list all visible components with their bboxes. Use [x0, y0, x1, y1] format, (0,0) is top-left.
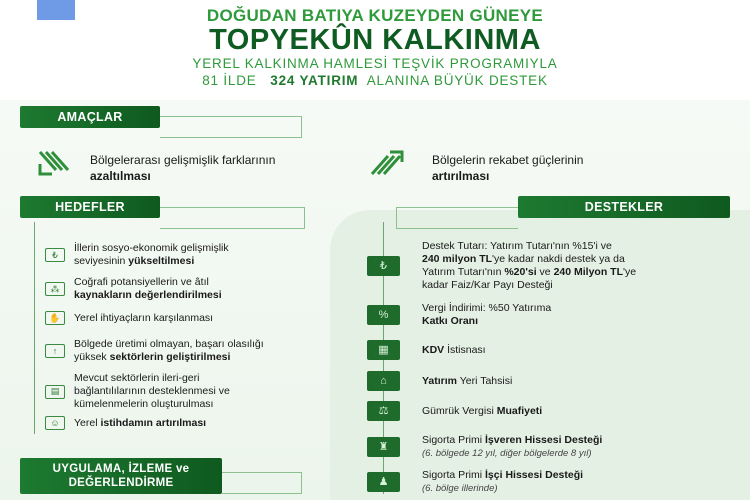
destekler-label: DESTEKLER: [518, 196, 730, 218]
uygulama-rule: [222, 472, 302, 494]
employer-icon: ♜: [367, 437, 400, 457]
land-icon: ⌂: [367, 371, 400, 391]
amac-1-text: Bölgelerarası gelişmişlik farklarının: [90, 153, 276, 167]
worker-icon: ♟: [367, 472, 400, 492]
arrows-up-icon: [366, 148, 408, 183]
amac-2: [432, 152, 712, 184]
hedefler-rule: [160, 207, 305, 229]
amac-1-bold: azaltılması: [90, 169, 151, 183]
arrows-down-icon: [36, 148, 78, 183]
destek-3: ▦ KDV İstisnası: [367, 340, 747, 360]
hedef-3: ✋ Yerel ihtiyaçların karşılanması: [45, 311, 335, 325]
cash-icon: ₺: [367, 256, 400, 276]
hedefler-label: HEDEFLER: [20, 196, 160, 218]
money-icon: ₺: [45, 248, 65, 262]
destek-5: ⚖ Gümrük Vergisi Muafiyeti: [367, 401, 747, 421]
header-support: ALANINA BÜYÜK DESTEK: [366, 73, 548, 88]
hedef-1: ₺ İllerin sosyo-ekonomik gelişmişlik seviyesinin yükseltilmesi: [45, 242, 335, 268]
destek-7: ♟ Sigorta Primi İşçi Hissesi Desteği (6. bölge illerinde): [367, 469, 747, 495]
destek-6: ♜ Sigorta Primi İşveren Hissesi Desteği (6. bölgede 12 yıl, diğer bölgelerde 8 yıl): [367, 434, 747, 460]
uygulama-label-2: DEĞERLENDİRME: [68, 477, 174, 489]
destek-4: ⌂ Yatırım Yeri Tahsisi: [367, 371, 747, 391]
destekler-rule: [396, 207, 518, 229]
handshake-icon: ✋: [45, 311, 65, 325]
header-line-3: YEREL KALKINMA HAMLESİ TEŞVİK PROGRAMIYLA: [192, 56, 558, 71]
hedefler-line: [34, 222, 35, 434]
hedef-2: ⁂ Coğrafi potansiyellerin ve âtıl kaynakların değerlendirilmesi: [45, 276, 335, 302]
growth-icon: ↑: [45, 344, 65, 358]
amac-1: [90, 152, 370, 184]
amaclar-rule: [160, 116, 302, 138]
uygulama-label-1: UYGULAMA, İZLEME ve: [52, 463, 190, 475]
destek-1: ₺ Destek Tutarı: Yatırım Tutarı'nın %15'i ve 240 milyon TL'ye kadar nakdi destek ya da Yatırım Tutarı'nın %20'si ve 240 Milyon TL'ye kadar Faiz/Kar Payı Desteği: [367, 240, 747, 292]
header-provinces: 81 İLDE: [202, 73, 257, 88]
customs-icon: ⚖: [367, 401, 400, 421]
header-line-4: [0, 73, 750, 88]
amac-2-bold: artırılması: [432, 169, 490, 183]
vat-icon: ▦: [367, 340, 400, 360]
chart-icon: ▤: [45, 385, 65, 399]
page-title: TOPYEKÛN KALKINMA: [209, 24, 541, 56]
tax-icon: %: [367, 305, 400, 325]
header-line-1: DOĞUDAN BATIYA KUZEYDEN GÜNEYE: [206, 6, 544, 25]
hedef-6: ☺ Yerel istihdamın artırılması: [45, 416, 335, 430]
people-icon: ☺: [45, 416, 65, 430]
hedef-5: ▤ Mevcut sektörlerin ileri-geri bağlantılılarının desteklenmesi ve kümelenmelerin oluşturulması: [45, 372, 335, 411]
header-investment-count: 324 YATIRIM: [270, 73, 359, 88]
amac-2-text: Bölgelerin rekabet güçlerinin: [432, 153, 584, 167]
uygulama-label: [20, 458, 222, 494]
hedef-4: ↑ Bölgede üretimi olmayan, başarı olasılığı yüksek sektörlerin geliştirilmesi: [45, 338, 345, 364]
network-icon: ⁂: [45, 282, 65, 296]
amaclar-label: AMAÇLAR: [20, 106, 160, 128]
destek-2: % Vergi İndirimi: %50 Yatırıma Katkı Oranı: [367, 302, 747, 328]
